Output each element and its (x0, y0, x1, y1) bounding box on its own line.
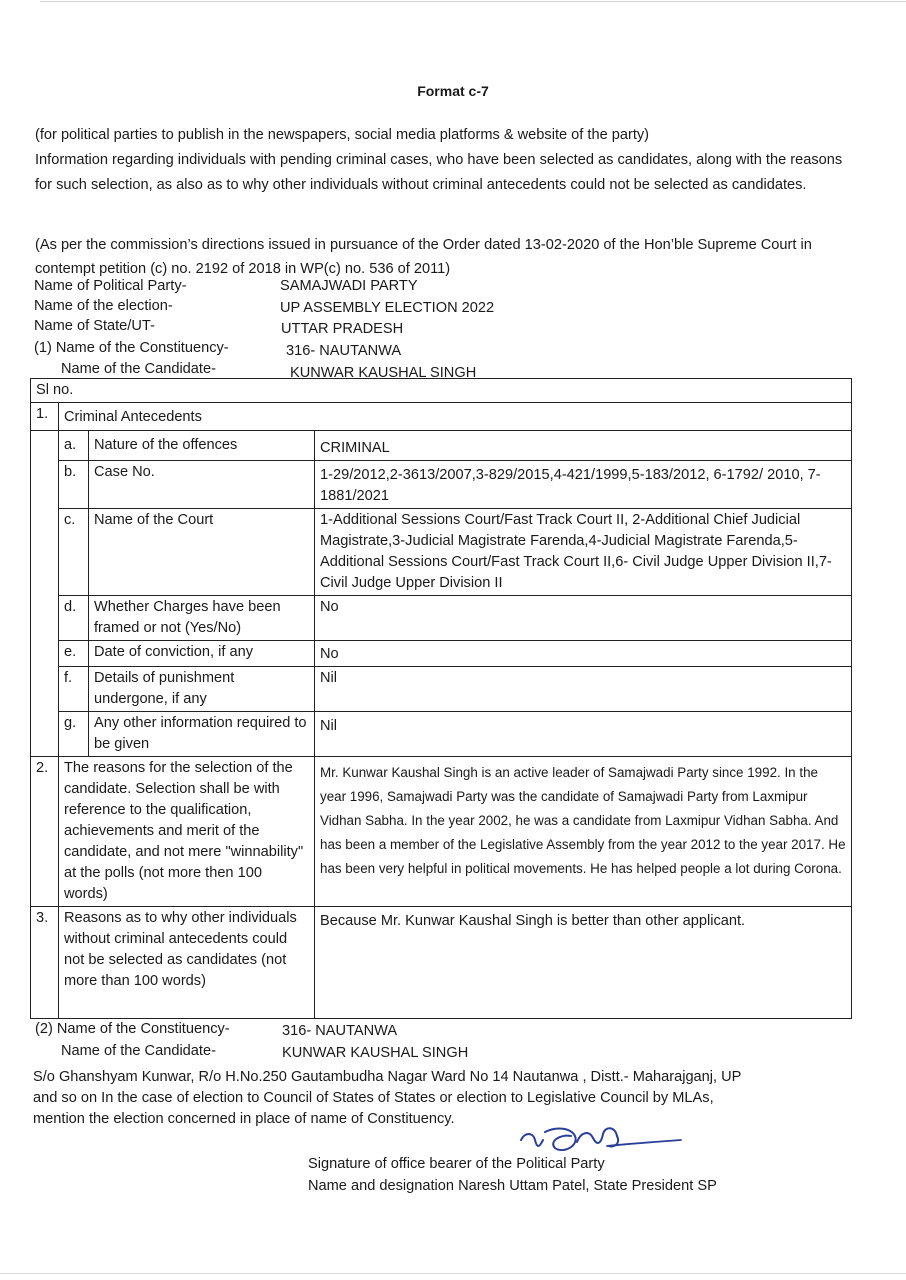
format-title: Format c-7 (417, 83, 489, 99)
section-3-label: Reasons as to why other individuals without criminal antecedents could not be selected as candidates (not more than 100 words) (59, 907, 315, 1019)
signatory-name: Name and designation Naresh Uttam Patel, State President SP (308, 1178, 717, 1194)
section-3-value: Because Mr. Kunwar Kaushal Singh is better than other applicant. (315, 907, 852, 1019)
row-letter: g. (59, 712, 89, 757)
election-value: UP ASSEMBLY ELECTION 2022 (280, 300, 495, 316)
section-2-label: The reasons for the selection of the candidate. Selection shall be with reference to the qualification, achievements and merit of the candidate, and not mere "winnability" at the polls (not more then 100 words) (59, 757, 315, 907)
section-3-number: 3. (31, 907, 59, 1019)
row-label: Any other information required to be given (89, 712, 315, 757)
row-letter: b. (59, 461, 89, 509)
party-value: SAMAJWADI PARTY (280, 278, 418, 294)
constituency-label: (1) Name of the Constituency- (34, 340, 229, 356)
state-value: UTTAR PRADESH (281, 321, 404, 337)
constituency-2-label: (2) Name of the Constituency- (35, 1021, 230, 1037)
row-value: Nil (315, 712, 852, 757)
row-label: Whether Charges have been framed or not (Yes/No) (89, 596, 315, 641)
row-value: 1-29/2012,2-3613/2007,3-829/2015,4-421/1999,5-183/2012, 6-1792/ 2010, 7-1881/2021 (315, 461, 852, 509)
table-row (31, 667, 852, 712)
state-label: Name of State/UT- (34, 318, 155, 334)
election-label: Name of the election- (34, 298, 173, 314)
row-letter: f. (59, 667, 89, 712)
address-line-3: mention the election concerned in place of name of Constituency. (33, 1111, 455, 1127)
row-letter: e. (59, 641, 89, 667)
row-label: Details of punishment undergone, if any (89, 667, 315, 712)
intro-line-1: (for political parties to publish in the newspapers, social media platforms & website of the party) (35, 127, 650, 143)
candidate-2-label: Name of the Candidate- (61, 1043, 216, 1059)
table-row (31, 712, 852, 757)
section-1-number: 1. (31, 403, 59, 431)
sl-no-header: Sl no. (31, 379, 852, 403)
row-value: 1-Additional Sessions Court/Fast Track Court II, 2-Additional Chief Judicial Magistrate,3-Judicial Magistrate Farenda,4-Judicial Magistrate Farenda,5- Additional Sessions Court/Fast Track Court II,6- Civil Judge Upper Division II,7- Civil Judge Upper Division II (315, 509, 852, 596)
row-letter: c. (59, 509, 89, 596)
row-label: Date of conviction, if any (89, 641, 315, 667)
intro-paragraph (35, 123, 855, 198)
scan-bottom-edge (0, 1273, 906, 1274)
section-3-row (31, 907, 852, 1019)
table-row (31, 596, 852, 641)
row-value: No (315, 641, 852, 667)
table-header-row (31, 379, 852, 403)
table-row (31, 509, 852, 596)
candidate-label: Name of the Candidate- (61, 361, 216, 377)
directions-paragraph: (As per the commission’s directions issued in pursuance of the Order dated 13-02-2020 of the Hon’ble Supreme Court in contempt petition (c) no. 2192 of 2018 in WP(c) no. 536 of 2011) (35, 237, 812, 277)
antecedents-table (30, 378, 852, 1019)
section-2-row (31, 757, 852, 907)
intro-line-2: Information regarding individuals with pending criminal cases, who have been selected as candidates, along with the reasons for such selection, as also as to why other individuals without criminal antecedents could not be selected as candidates. (35, 152, 843, 193)
row-label: Nature of the offences (89, 431, 315, 461)
section-2-value: Mr. Kunwar Kaushal Singh is an active leader of Samajwadi Party since 1992. In the year 1996, Samajwadi Party was the candidate of Samajwadi Party from Laxmipur Vidhan Sabha. In the year 2002, he was a candidate from Laxmipur Vidhan Sabha. And has been a member of the Legislative Assembly from the year 2012 to the year 2017. He has been very helpful in political movements. He has helped people a lot during Corona. (315, 757, 852, 907)
table-row (31, 461, 852, 509)
section-1-row (31, 403, 852, 431)
constituency-2-value: 316- NAUTANWA (282, 1023, 398, 1039)
section-1-title: Criminal Antecedents (59, 403, 852, 431)
address-line-2: and so on In the case of election to Council of States of States or election to Legislative Council by MLAs, (33, 1090, 714, 1106)
section-2-number: 2. (31, 757, 59, 907)
row-letter: a. (59, 431, 89, 461)
party-label: Name of Political Party- (34, 278, 187, 294)
signature-caption: Signature of office bearer of the Political Party (308, 1156, 605, 1172)
candidate-2-value: KUNWAR KAUSHAL SINGH (282, 1045, 469, 1061)
row-label: Name of the Court (89, 509, 315, 596)
constituency-value: 316- NAUTANWA (286, 343, 402, 359)
table-row (31, 431, 852, 461)
row-value: CRIMINAL (315, 431, 852, 461)
candidate-value: KUNWAR KAUSHAL SINGH (290, 365, 477, 381)
scan-top-edge (40, 1, 906, 2)
row-letter: d. (59, 596, 89, 641)
row-value: No (315, 596, 852, 641)
row-value: Nil (315, 667, 852, 712)
table-row (31, 641, 852, 667)
address-line-1: S/o Ghanshyam Kunwar, R/o H.No.250 Gautambudha Nagar Ward No 14 Nautanwa , Distt.- Maharajganj, UP (33, 1069, 742, 1085)
row-label: Case No. (89, 461, 315, 509)
